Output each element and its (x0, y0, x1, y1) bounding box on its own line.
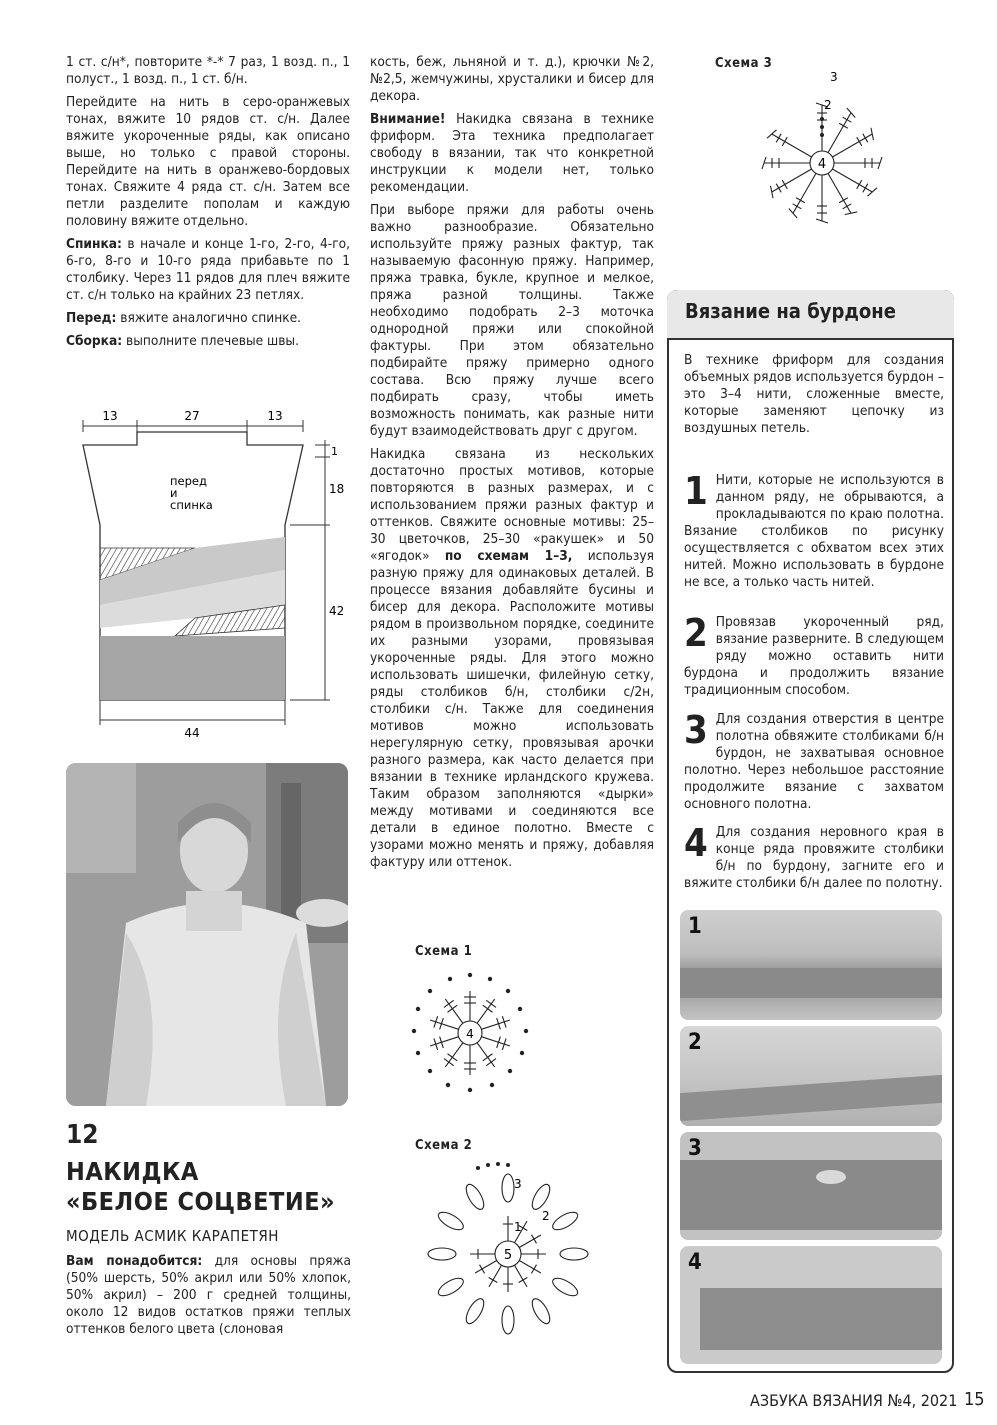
model-designer: МОДЕЛЬ АСМИК КАРАПЕТЯН (66, 1227, 279, 1245)
sidebar-title: Вязание на бурдоне (685, 299, 896, 323)
schemas-ref: по схемам 1–3, (444, 548, 573, 564)
step-3 (684, 708, 944, 813)
materials-body: для основы пряжа (50% шерсть, 50% акрил или 50% хлопок, 50% акрил) – 200 г средней толщины, около 12 видов остатков пряжи теплых оттенков белого цвета (слоновая (66, 1253, 351, 1337)
dim-right-18: 18 (329, 482, 345, 496)
pattern-diagram (75, 400, 360, 745)
model-photo (66, 763, 348, 1106)
label-assembly: Сборка: (66, 333, 123, 349)
schema-3-label-3: 3 (830, 70, 838, 84)
label-front: Перед: (66, 310, 117, 326)
step-4 (684, 821, 944, 892)
schema-3-center: 4 (817, 157, 827, 172)
step-number: 4 (684, 821, 708, 865)
text-a: Накидка связана из нескольких достаточно простых мотивов, которые повторяются в разных размерах, и с использованием пряжи разных фактур и оттенков. Свяжите основные мотивы: 25–30 цветочков, 25–30 «ракушек» и 50 «ягодок» (370, 446, 654, 564)
column-1-text (66, 54, 350, 356)
step-2 (684, 611, 944, 699)
paragraph (370, 111, 654, 196)
diagram-label-3: спинка (170, 498, 213, 512)
step-number: 1 (684, 469, 708, 513)
sidebar-intro-text: В технике фриформ для создания объемных рядов используется бурдон – это 3–4 нити, сложенные вместе, которые заменяют цепочку из воздушных петель. (684, 352, 944, 436)
dim-top-left: 13 (102, 409, 118, 423)
materials-text (66, 1253, 351, 1344)
footer-page-number: 15 (964, 1389, 985, 1410)
step-photo-3 (680, 1132, 942, 1240)
step-text: Нити, которые не используются в данном ряду, не обрываются, а прокладываются по краю полотна. Вязание столбиков по рисунку осуществляется с обхватом всех этих нитей. Можно использовать в бурдоне не все, а только часть нитей. (684, 472, 944, 590)
schema-2-title: Схема 2 (415, 1138, 473, 1153)
materials-label: Вам понадобится: (66, 1253, 203, 1269)
step-number: 3 (684, 708, 708, 752)
model-number: 12 (66, 1120, 99, 1150)
diagram-label-1: перед (170, 474, 207, 488)
step-photo-1 (680, 910, 942, 1020)
step-photo-label: 2 (688, 1030, 702, 1055)
text-back: в начале и конце 1-го, 2-го, 4-го, 6-го, 8-го и 10-го ряда прибавьте по 1 столбику. Через 11 рядов для плеч вяжите ст. с/н только на крайних 23 петлях. (66, 236, 350, 303)
step-number: 2 (684, 611, 708, 655)
dim-right-1: 1 (331, 445, 338, 458)
column-2-text (370, 54, 654, 877)
schema-1-diagram (402, 963, 542, 1103)
step-text: Для создания неровного края в конце ряда провяжите столбики б/н по бурдону, загните его и вяжите столбики б/н далее по полотну. (684, 824, 944, 891)
paragraph (370, 446, 654, 871)
sidebar-intro (684, 352, 944, 443)
step-photo-4 (680, 1246, 942, 1364)
model-title-line1: НАКИДКА (66, 1157, 199, 1186)
attention-label: Внимание! (370, 111, 446, 127)
schema-3-diagram (730, 65, 910, 265)
schema-1-center: 4 (466, 1027, 474, 1041)
attention-text: Накидка связана в технике фриформ. Эта техника предполагает свободу в вязании, так что конкретной инструкции к модели нет, только рекомендации. (370, 111, 654, 195)
step-photo-label: 1 (688, 914, 702, 939)
model-photo-illustration (66, 763, 348, 1106)
schema-1-title: Схема 1 (415, 944, 473, 959)
dim-top-mid: 27 (184, 409, 200, 423)
paragraph (66, 236, 350, 304)
label-back: Спинка: (66, 236, 122, 252)
paragraph: кость, беж, льняной и т. д.), крючки №2, №2,5, жемчужины, хрусталики и бисер для декора. (370, 54, 654, 104)
step-photo-label: 4 (688, 1250, 702, 1275)
step-1 (684, 469, 944, 591)
schema-2-diagram (408, 1158, 618, 1358)
step-text: Провязав укороченный ряд, вязание разверните. В следующем ряду можно оставить нити бурдона и продолжить вязание традиционным способом. (684, 614, 944, 698)
schema-2-center: 5 (503, 1248, 513, 1263)
schema-3-label-2: 2 (824, 98, 832, 112)
diagram-label-2: и (170, 486, 178, 500)
dim-bottom: 44 (184, 726, 200, 740)
paragraph: Перейдите на нить в серо-оранжевых тонах, вяжите 10 рядов ст. с/н. Далее вяжите укороченные ряды, как описано выше, но только с правой стороны. Перейдите на нить в оранжево-бордовых тонах. Свяжите 4 ряда ст. с/н. Затем все петли разделите пополам и каждую половину вяжите отдельно. (66, 94, 350, 229)
schema-2-label-1: 1 (514, 1220, 522, 1234)
text-assembly: выполните плечевые швы. (122, 333, 299, 349)
paragraph (66, 310, 350, 327)
dim-top-right: 13 (267, 409, 283, 423)
footer-magazine: АЗБУКА ВЯЗАНИЯ №4, 2021 (750, 1391, 958, 1410)
text-c: используя разную пряжу для одинаковых деталей. В процессе вязания добавляйте бусины и бисер для декора. Расположите мотивы рядом в произвольном порядке, соедините их разными узорами, провязывая укороченные ряды. Для этого можно использовать шишечки, филейную сетку, ряды столбиков б/н, столбики с/2н, столбики с/н. Также для соединения мотивов можно использовать нерегулярную сетку, провязывая арочки разного размера, как часто делается при вязании в технике ирландского кружева. Таким образом заполняются «дырки» между мотивами и соединяются все детали в единое полотно. Вместе с узорами можно менять и пряжу, добавляя фактуру или оттенок. (370, 548, 654, 870)
paragraph: При выборе пряжи для работы очень важно разнообразие. Обязательно используйте пряжу разных фактур, так называемую фасонную пряжу. Например, пряжа травка, букле, крупное и мелкое, пряжа разной толщины. Также необходимо подобрать 2–3 моточка однородной пряжи или спокойной фактуры. При этом обязательно подбирайте пряжу примерно одного состава. Всю пряжу лучше всего подбирать сразу, чтобы иметь возможность понимать, как разные нити будут взаимодействовать друг с другом. (370, 202, 654, 439)
text-front: вяжите аналогично спинке. (116, 310, 302, 326)
dim-right-42: 42 (329, 604, 345, 618)
step-photo-2 (680, 1026, 942, 1126)
paragraph (66, 333, 350, 350)
schema-2-label-2: 2 (542, 1209, 550, 1223)
step-photo-label: 3 (688, 1136, 702, 1161)
model-title-line2: «БЕЛОЕ СОЦВЕТИЕ» (66, 1187, 336, 1216)
schema-3-title: Схема 3 (715, 56, 773, 71)
schema-2-label-3: 3 (514, 1177, 522, 1191)
paragraph: 1 ст. с/н*, повторите *-* 7 раз, 1 возд. п., 1 полуст., 1 возд. п., 1 ст. б/н. (66, 54, 350, 87)
step-text: Для создания отверстия в центре полотна обвяжите столбиками б/н бурдон, не захватывая основное полотно. Через небольшое расстояние продолжите вязание с захватом основного полотна. (684, 711, 944, 812)
